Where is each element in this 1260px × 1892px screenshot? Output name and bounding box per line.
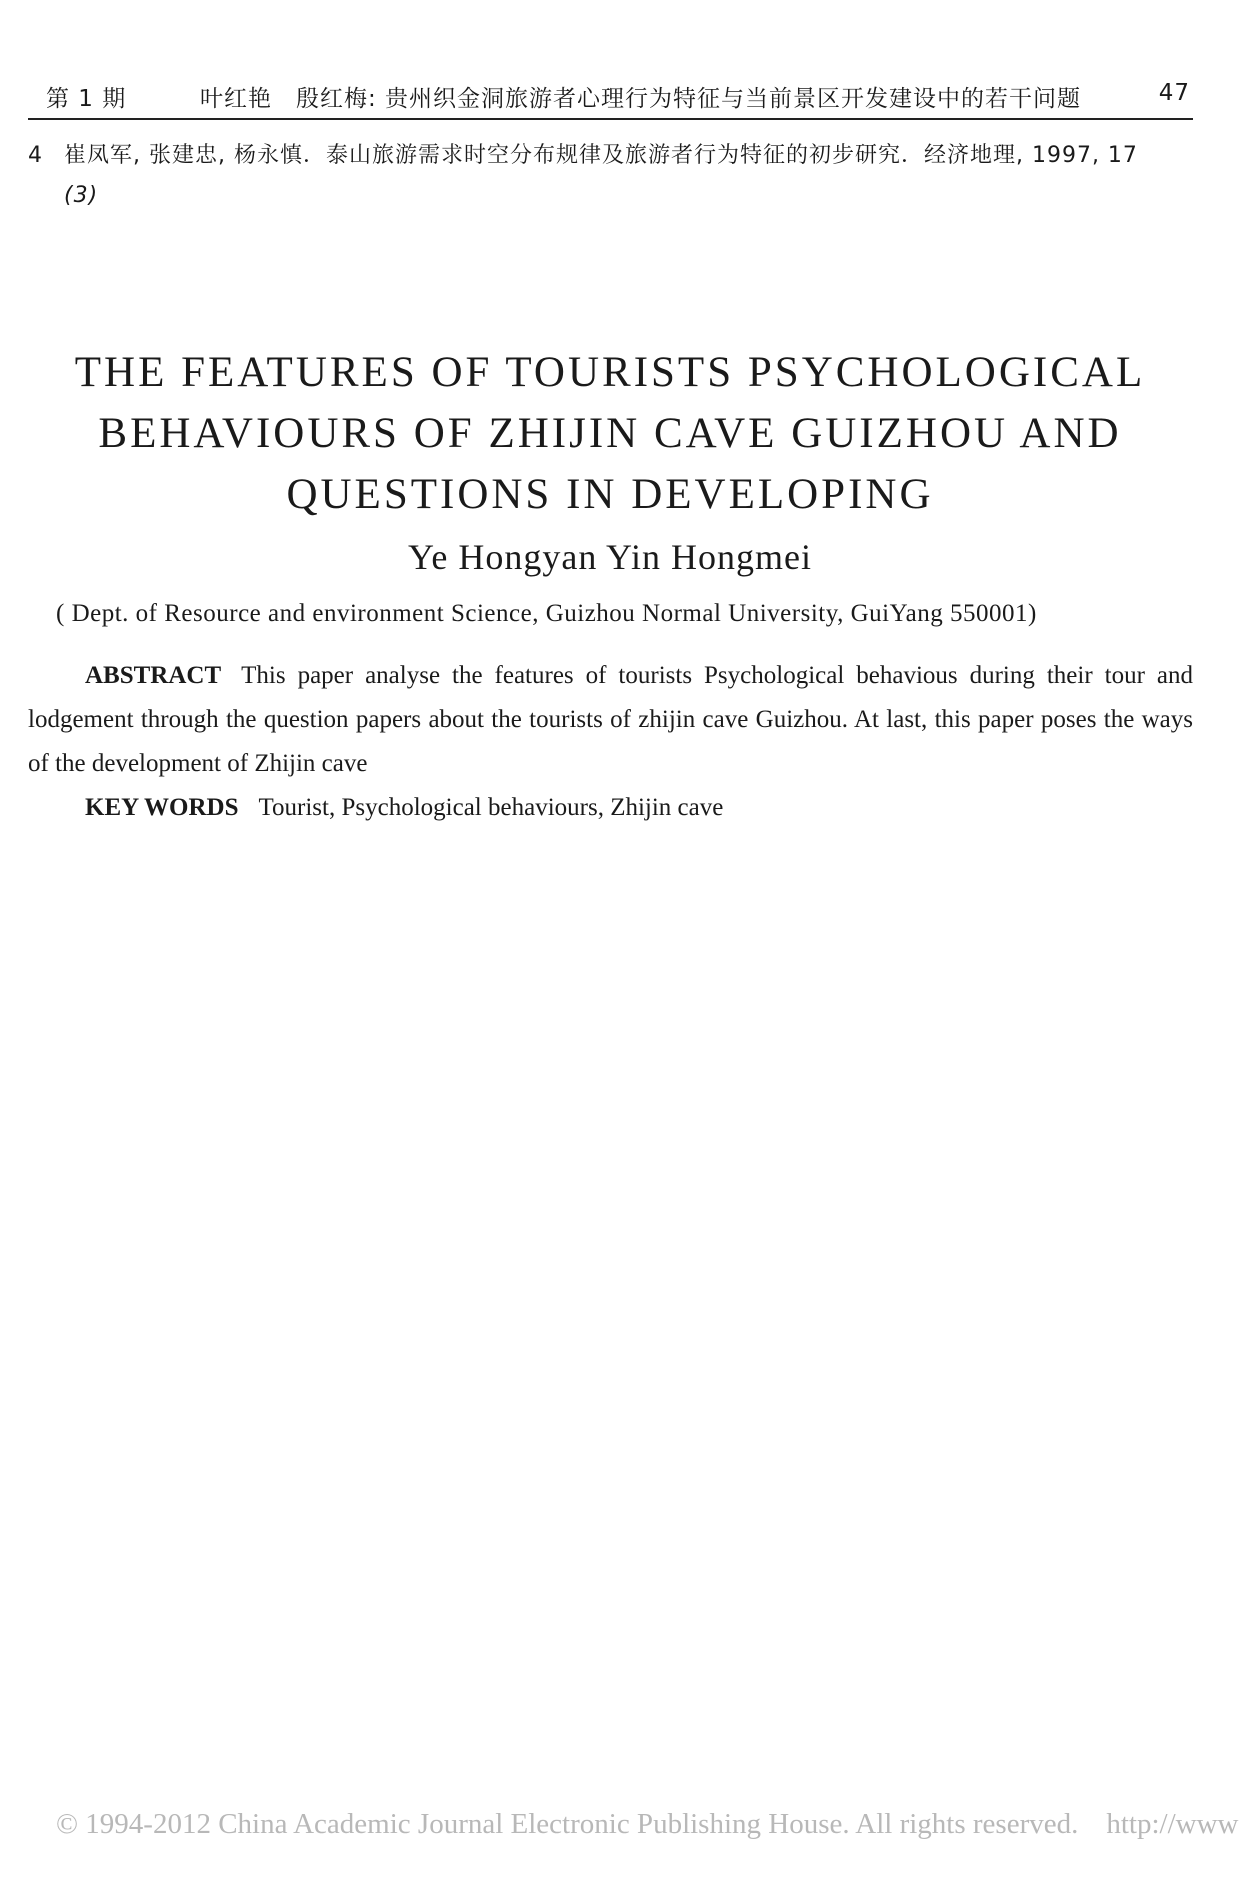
- issue-number: 第 1 期: [46, 86, 127, 112]
- reference-number: 4: [28, 143, 43, 168]
- abstract-text: This paper analyse the features of tourists Psychological behavious during their tour and lodgement through the question papers about the tourists of zhijin cave Guizhou. At last, this paper poses the ways of the development of Zhijin cave: [28, 662, 1193, 777]
- abstract: [28, 654, 1193, 786]
- title-line: THE FEATURES OF TOURISTS PSYCHOLOGICAL: [74, 349, 1146, 396]
- watermark-url: http://www: [1106, 1808, 1239, 1840]
- paper-affiliation: ( Dept. of Resource and environment Science, Guizhou Normal University, GuiYang 550001): [56, 600, 1037, 627]
- copyright-text: © 1994-2012 China Academic Journal Electronic Publishing House. All rights reserved.: [56, 1808, 1079, 1840]
- abstract-label: ABSTRACT: [85, 662, 222, 689]
- header-rule: [28, 118, 1193, 120]
- reference-text: 崔凤军, 张建忠, 杨永慎．泰山旅游需求时空分布规律及旅游者行为特征的初步研究．经济地理, 1997, 17: [64, 143, 1138, 168]
- running-title: 叶红艳 殷红梅: 贵州织金洞旅游者心理行为特征与当前景区开发建设中的若干问题: [200, 86, 1082, 112]
- keywords: [85, 790, 1185, 826]
- reference-entry: [28, 136, 1193, 216]
- title-line: QUESTIONS IN DEVELOPING: [286, 471, 934, 518]
- keywords-text: Tourist, Psychological behaviours, Zhijin cave: [258, 794, 724, 821]
- running-header: [46, 80, 1190, 116]
- title-line: BEHAVIOURS OF ZHIJIN CAVE GUIZHOU AND: [98, 410, 1122, 457]
- page-number: 47: [1158, 80, 1190, 106]
- reference-continuation: (3): [64, 183, 99, 208]
- paper-title: [60, 342, 1160, 525]
- paper-authors: Ye Hongyan Yin Hongmei: [407, 537, 812, 577]
- keywords-label: KEY WORDS: [85, 794, 239, 821]
- copyright-watermark: [56, 1808, 1260, 1841]
